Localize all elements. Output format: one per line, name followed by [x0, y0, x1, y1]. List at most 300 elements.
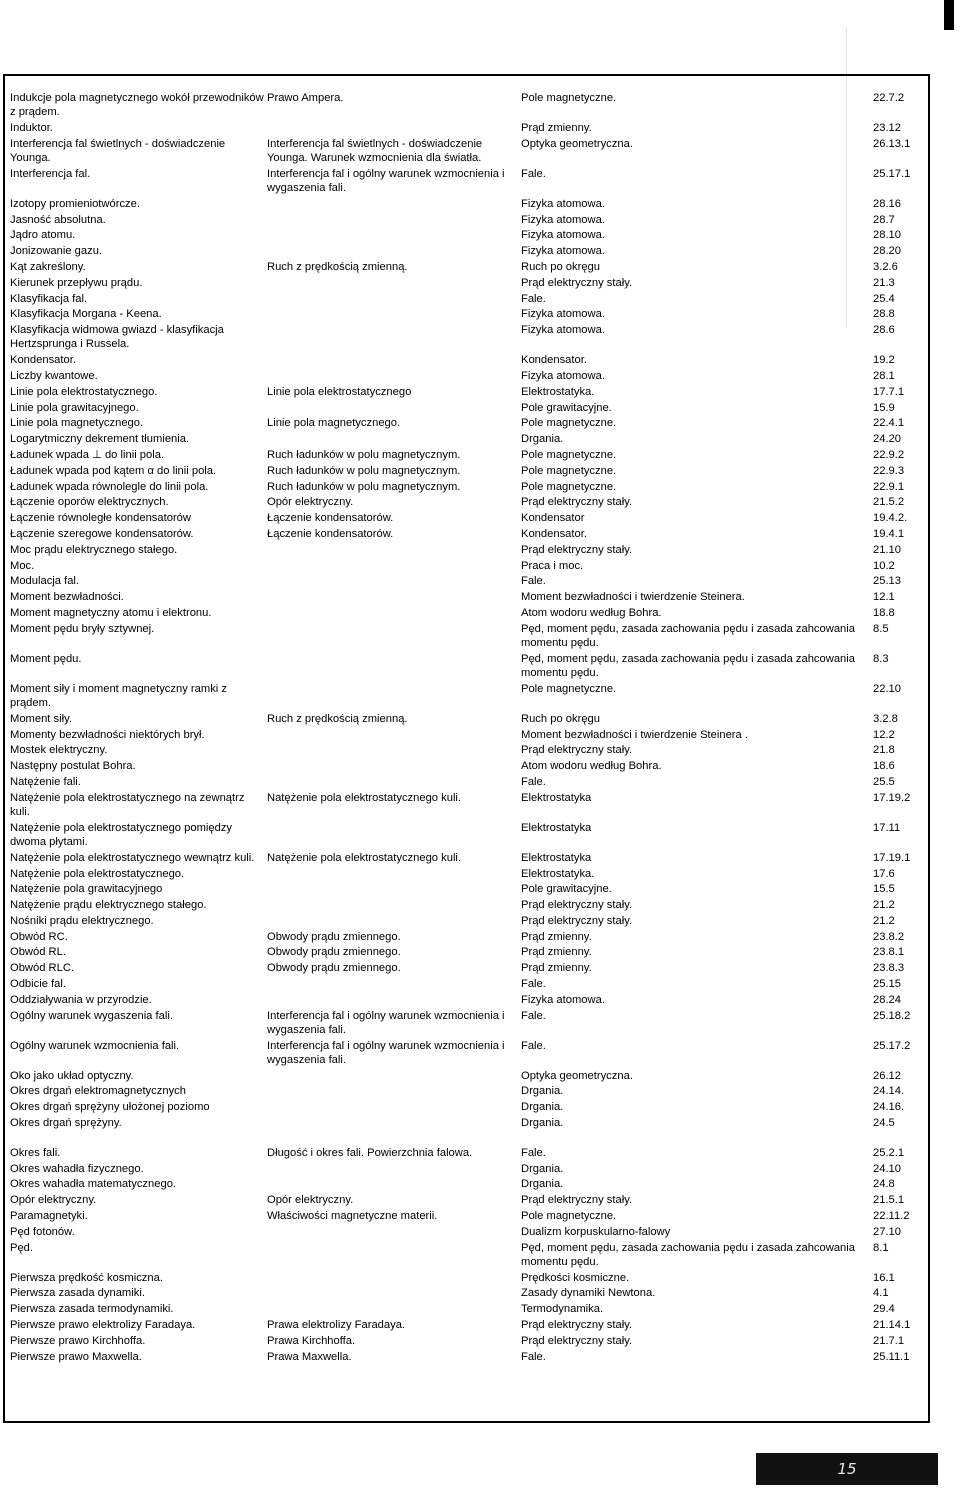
section-number-cell: 23.8.3 — [873, 962, 905, 975]
table-row — [8, 167, 922, 197]
topic-cell: Jasność absolutna. — [10, 213, 106, 226]
chapter-cell: Pole magnetyczne. — [521, 448, 617, 461]
section-number-cell: 3.2.8 — [873, 712, 898, 725]
topic-cell: Induktor. — [10, 122, 53, 134]
chapter-cell: Fale. — [521, 1350, 546, 1363]
section-number-cell: 25.13 — [873, 575, 901, 588]
chapter-cell: Pole magnetyczne. — [521, 464, 617, 477]
related-cell: Ruch ładunków w polu magnetycznym. — [267, 448, 461, 461]
related-cell — [265, 543, 519, 559]
chapter-cell: Drgania. — [521, 1117, 564, 1130]
chapter-cell: Fizyka atomowa. — [521, 213, 605, 226]
section-number-cell: 21.10 — [873, 543, 901, 556]
chapter-cell: Pole magnetyczne. — [521, 1210, 617, 1223]
chapter-cell: Pole magnetyczne. — [521, 682, 617, 695]
table-row — [8, 775, 922, 791]
table-row — [8, 759, 922, 775]
related-cell: Ruch z prędkością zmienną. — [267, 260, 408, 273]
related-cell — [265, 574, 519, 590]
section-number-cell: 4.1 — [873, 1287, 889, 1300]
section-number-cell: 8.1 — [873, 1241, 889, 1254]
table-row — [8, 276, 922, 292]
section-number-cell: 12.1 — [873, 591, 895, 604]
corner-bar — [944, 0, 954, 30]
topic-cell: Okres fali. — [10, 1146, 61, 1159]
table-row — [8, 1193, 922, 1209]
table-row — [8, 728, 922, 744]
section-number-cell: 10.2 — [873, 559, 895, 572]
chapter-cell: Elektrostatyka — [521, 791, 592, 804]
section-number-cell: 22.9.1 — [873, 480, 905, 493]
chapter-cell: Prąd elektryczny stały. — [521, 543, 633, 556]
chapter-cell: Pęd, moment pędu, zasada zachowania pędu i zasada zahcowania momentu pędu. — [521, 1241, 855, 1268]
chapter-cell: Pole magnetyczne. — [521, 417, 617, 430]
chapter-cell: Pole grawitacyjne. — [521, 883, 612, 896]
topic-cell: Opór elektryczny. — [10, 1194, 97, 1207]
topic-cell: Mostek elektryczny. — [10, 744, 108, 757]
related-cell: Łączenie kondensatorów. — [267, 512, 394, 525]
table-row — [8, 712, 922, 728]
topic-cell: Moment pędu. — [10, 652, 82, 665]
related-cell — [265, 759, 519, 775]
chapter-cell: Fale. — [521, 1146, 546, 1159]
section-number-cell: 21.14.1 — [873, 1319, 911, 1332]
spacer-row — [8, 1132, 922, 1146]
related-cell — [265, 559, 519, 575]
chapter-cell: Prędkości kosmiczne. — [521, 1271, 630, 1284]
related-cell — [265, 821, 519, 851]
related-cell: Ruch ładunków w polu magnetycznym. — [267, 480, 461, 493]
topic-cell: Pierwsza prędkość kosmiczna. — [10, 1271, 163, 1284]
table-row — [8, 945, 922, 961]
section-number-cell: 23.8.2 — [873, 930, 905, 943]
chapter-cell: Fizyka atomowa. — [521, 308, 605, 321]
chapter-cell: Atom wodoru według Bohra. — [521, 760, 662, 773]
topic-cell: Łączenie oporów elektrycznych. — [10, 496, 169, 509]
section-number-cell: 21.2 — [873, 899, 895, 912]
topic-cell: Kierunek przepływu prądu. — [10, 276, 143, 289]
related-cell — [265, 1302, 519, 1318]
table-row — [8, 244, 922, 260]
topic-cell: Nośniki prądu elektrycznego. — [10, 914, 154, 927]
table-row — [8, 1116, 922, 1132]
chapter-cell: Drgania. — [521, 1178, 564, 1191]
chapter-cell: Ruch po okręgu — [521, 712, 600, 725]
table-row — [8, 743, 922, 759]
related-cell: Opór elektryczny. — [267, 1194, 354, 1207]
chapter-cell: Moment bezwładności i twierdzenie Steinera . — [521, 728, 748, 741]
section-number-cell: 21.3 — [873, 276, 895, 289]
related-cell — [265, 121, 519, 137]
topic-cell: Pęd fotonów. — [10, 1225, 75, 1238]
related-cell — [265, 590, 519, 606]
related-cell — [265, 292, 519, 308]
topic-cell: Pęd. — [10, 1241, 34, 1254]
chapter-cell: Fizyka atomowa. — [521, 369, 605, 382]
chapter-cell: Elektrostatyka. — [521, 867, 595, 880]
table-row — [8, 791, 922, 821]
topic-cell: Moment bezwładności. — [10, 591, 124, 604]
table-row — [8, 228, 922, 244]
chapter-cell: Praca i moc. — [521, 559, 584, 572]
related-cell — [265, 652, 519, 682]
topic-cell: Momenty bezwładności niektórych brył. — [10, 728, 205, 741]
related-cell — [265, 244, 519, 260]
topic-cell: Moment siły i moment magnetyczny ramki z prądem. — [10, 682, 227, 709]
topic-cell: Pierwsza zasada termodynamiki. — [10, 1303, 174, 1316]
table-row — [8, 1146, 922, 1162]
table-row — [8, 543, 922, 559]
section-number-cell: 23.8.1 — [873, 946, 905, 959]
section-number-cell: 8.5 — [873, 622, 889, 635]
section-number-cell: 24.8 — [873, 1178, 895, 1191]
topic-cell: Obwód RC. — [10, 930, 68, 943]
section-number-cell: 25.17.2 — [873, 1039, 911, 1052]
table-row — [8, 590, 922, 606]
related-cell: Obwody prądu zmiennego. — [267, 962, 401, 975]
table-row — [8, 977, 922, 993]
chapter-cell: Kondensator. — [521, 354, 587, 367]
table-row — [8, 480, 922, 496]
table-row — [8, 385, 922, 401]
section-number-cell: 8.3 — [873, 652, 889, 665]
chapter-cell: Pęd, moment pędu, zasada zachowania pędu i zasada zahcowania momentu pędu. — [521, 652, 855, 679]
topic-cell: Linie pola grawitacyjnego. — [10, 401, 139, 414]
topic-cell: Obwód RLC. — [10, 962, 75, 975]
related-cell: Prawa Maxwella. — [267, 1350, 352, 1363]
related-cell — [265, 1241, 519, 1271]
table-row — [8, 821, 922, 851]
topic-cell: Jądro atomu. — [10, 229, 76, 242]
related-cell: Natężenie pola elektrostatycznego kuli. — [267, 851, 462, 864]
topic-cell: Ogólny warunek wygaszenia fali. — [10, 1009, 173, 1022]
table-row — [8, 464, 922, 480]
table-row — [8, 307, 922, 323]
related-cell — [265, 622, 519, 652]
related-cell: Linie pola magnetycznego. — [267, 417, 401, 430]
related-cell — [265, 228, 519, 244]
topic-cell: Pierwsze prawo Kirchhoffa. — [10, 1334, 146, 1347]
section-number-cell: 25.2.1 — [873, 1146, 905, 1159]
section-number-cell: 22.9.2 — [873, 448, 905, 461]
section-number-cell: 18.6 — [873, 760, 895, 773]
topic-cell: Klasyfikacja widmowa gwiazd - klasyfikacja Hertzsprunga i Russela. — [10, 324, 224, 351]
related-cell: Prawa elektrolizy Faradaya. — [267, 1319, 406, 1332]
table-row — [8, 416, 922, 432]
chapter-cell: Moment bezwładności i twierdzenie Steinera. — [521, 591, 745, 604]
topic-cell: Odbicie fal. — [10, 978, 66, 991]
topic-cell: Kondensator. — [10, 354, 76, 367]
section-number-cell: 25.18.2 — [873, 1009, 911, 1022]
related-cell: Interferencja fal i ogólny warunek wzmocnienia i wygaszenia fali. — [267, 167, 505, 194]
section-number-cell: 26.13.1 — [873, 137, 911, 150]
chapter-cell: Elektrostatyka — [521, 821, 592, 834]
topic-cell: Natężenie pola elektrostatycznego. — [10, 867, 185, 880]
table-row — [8, 898, 922, 914]
table-row — [8, 1350, 922, 1366]
section-number-cell: 22.11.2 — [873, 1210, 910, 1223]
section-number-cell: 28.16 — [873, 197, 901, 210]
chapter-cell: Fizyka atomowa. — [521, 229, 605, 242]
topic-cell: Linie pola elektrostatycznego. — [10, 385, 158, 398]
table-row — [8, 213, 922, 229]
table-row — [8, 961, 922, 977]
topic-cell: Obwód RL. — [10, 946, 66, 959]
table-row — [8, 527, 922, 543]
related-cell — [265, 867, 519, 883]
topic-cell: Klasyfikacja fal. — [10, 292, 88, 305]
related-cell: Interferencja fal i ogólny warunek wzmocnienia i wygaszenia fali. — [267, 1009, 505, 1036]
related-cell — [265, 197, 519, 213]
table-row — [8, 369, 922, 385]
topic-cell: Łączenie szeregowe kondensatorów. — [10, 527, 194, 540]
related-cell — [265, 432, 519, 448]
chapter-cell: Elektrostatyka — [521, 851, 592, 864]
table-row — [8, 495, 922, 511]
topic-cell: Okres wahadła fizycznego. — [10, 1162, 144, 1175]
chapter-cell: Prąd zmienny. — [521, 930, 592, 943]
section-number-cell: 17.19.1 — [873, 851, 911, 864]
topic-cell: Pierwsze prawo Maxwella. — [10, 1350, 142, 1363]
section-number-cell: 28.1 — [873, 369, 895, 382]
section-number-cell: 25.11.1 — [873, 1350, 910, 1363]
topic-cell: Moc. — [10, 559, 35, 572]
table-row — [8, 993, 922, 1009]
related-cell — [265, 606, 519, 622]
topic-cell: Pierwsza zasada dynamiki. — [10, 1287, 145, 1300]
section-number-cell: 24.20 — [873, 433, 901, 446]
related-cell: Interferencja fal i ogólny warunek wzmocnienia i wygaszenia fali. — [267, 1039, 505, 1066]
related-cell — [265, 775, 519, 791]
topic-cell: Natężenie prądu elektrycznego stałego. — [10, 899, 207, 912]
related-cell — [265, 213, 519, 229]
table-row — [8, 1286, 922, 1302]
chapter-cell: Fizyka atomowa. — [521, 993, 605, 1006]
section-number-cell: 29.4 — [873, 1303, 895, 1316]
related-cell: Długość i okres fali. Powierzchnia falowa. — [267, 1146, 473, 1159]
related-cell: Interferencja fal świetlnych - doświadczenie Younga. Warunek wzmocnienia dla światła. — [267, 137, 483, 164]
related-cell: Ruch ładunków w polu magnetycznym. — [267, 464, 461, 477]
topic-cell: Oddziaływania w przyrodzie. — [10, 993, 152, 1006]
related-cell — [265, 1162, 519, 1178]
chapter-cell: Fizyka atomowa. — [521, 197, 605, 210]
chapter-cell: Drgania. — [521, 433, 564, 446]
section-number-cell: 28.8 — [873, 308, 895, 321]
section-number-cell: 22.7.2 — [873, 92, 905, 104]
section-number-cell: 21.5.1 — [873, 1194, 905, 1207]
topic-cell: Moment pędu bryły sztywnej. — [10, 622, 155, 635]
related-cell — [265, 353, 519, 369]
table-row — [8, 682, 922, 712]
section-number-cell: 15.5 — [873, 883, 895, 896]
chapter-cell: Optyka geometryczna. — [521, 137, 633, 150]
related-cell — [265, 682, 519, 712]
section-number-cell: 17.19.2 — [873, 791, 911, 804]
related-cell: Właściwości magnetyczne materii. — [267, 1210, 438, 1223]
topic-cell: Ładunek wpada ⊥ do linii pola. — [10, 448, 165, 461]
section-number-cell: 21.2 — [873, 914, 895, 927]
chapter-cell: Kondensator. — [521, 527, 587, 540]
section-number-cell: 17.7.1 — [873, 385, 905, 398]
table-row — [8, 882, 922, 898]
related-cell — [265, 1100, 519, 1116]
topic-cell: Pierwsze prawo elektrolizy Faradaya. — [10, 1319, 196, 1332]
chapter-cell: Fizyka atomowa. — [521, 324, 605, 337]
table-row — [8, 914, 922, 930]
table-row — [8, 401, 922, 417]
chapter-cell: Dualizm korpuskularno-falowy — [521, 1225, 671, 1238]
chapter-cell: Drgania. — [521, 1162, 564, 1175]
section-number-cell: 3.2.6 — [873, 260, 898, 273]
table-row — [8, 574, 922, 590]
section-number-cell: 21.7.1 — [873, 1334, 905, 1347]
table-row — [8, 1334, 922, 1350]
chapter-cell: Prąd elektryczny stały. — [521, 899, 633, 912]
topic-cell: Moment siły. — [10, 712, 72, 725]
topic-cell: Klasyfikacja Morgana - Keena. — [10, 308, 162, 321]
chapter-cell: Pęd, moment pędu, zasada zachowania pędu i zasada zahcowania momentu pędu. — [521, 622, 855, 649]
section-number-cell: 26.12 — [873, 1069, 901, 1082]
spacer-cell — [8, 1132, 922, 1146]
section-number-cell: 28.7 — [873, 213, 895, 226]
related-cell: Prawo Ampera. — [267, 92, 344, 104]
table-row — [8, 91, 922, 121]
related-cell — [265, 307, 519, 323]
related-cell — [265, 1069, 519, 1085]
section-number-cell: 15.9 — [873, 401, 895, 414]
topic-cell: Izotopy promieniotwórcze. — [10, 197, 140, 210]
table-row — [8, 121, 922, 137]
section-number-cell: 17.11 — [873, 821, 901, 834]
table-row — [8, 260, 922, 276]
chapter-cell: Ruch po okręgu — [521, 260, 600, 273]
related-cell: Ruch z prędkością zmienną. — [267, 712, 408, 725]
chapter-cell: Prąd elektryczny stały. — [521, 744, 633, 757]
chapter-cell: Atom wodoru według Bohra. — [521, 606, 662, 619]
table-row — [8, 1225, 922, 1241]
table-row — [8, 432, 922, 448]
related-cell — [265, 1177, 519, 1193]
topic-cell: Modulacja fal. — [10, 575, 80, 588]
section-number-cell: 25.4 — [873, 292, 895, 305]
topic-cell: Ładunek wpada pod kątem α do linii pola. — [10, 464, 217, 477]
section-number-cell: 25.5 — [873, 775, 895, 788]
topic-cell: Okres drgań sprężyny. — [10, 1117, 122, 1130]
related-cell — [265, 369, 519, 385]
table-row — [8, 1100, 922, 1116]
section-number-cell: 22.9.3 — [873, 464, 905, 477]
chapter-cell: Fale. — [521, 978, 546, 991]
related-cell — [265, 401, 519, 417]
table-row — [8, 652, 922, 682]
table-row — [8, 559, 922, 575]
section-number-cell: 19.4.1 — [873, 527, 905, 540]
topic-cell: Logarytmiczny dekrement tłumienia. — [10, 433, 190, 446]
related-cell — [265, 743, 519, 759]
topic-cell: Natężenie pola grawitacyjnego — [10, 883, 163, 896]
section-number-cell: 24.14. — [873, 1085, 905, 1098]
topic-cell: Natężenie pola elektrostatycznego pomiędzy dwoma płytami. — [10, 821, 233, 848]
chapter-cell: Drgania. — [521, 1085, 564, 1098]
table-row — [8, 1009, 922, 1039]
section-number-cell: 16.1 — [873, 1271, 895, 1284]
table-row — [8, 930, 922, 946]
section-number-cell: 24.16. — [873, 1101, 905, 1114]
table-row — [8, 1039, 922, 1069]
section-number-cell: 12.2 — [873, 728, 895, 741]
topic-cell: Paramagnetyki. — [10, 1210, 88, 1223]
related-cell — [265, 993, 519, 1009]
related-cell — [265, 977, 519, 993]
related-cell — [265, 276, 519, 292]
topic-cell: Linie pola magnetycznego. — [10, 417, 144, 430]
topic-cell: Następny postulat Bohra. — [10, 760, 136, 773]
table-row — [8, 1177, 922, 1193]
chapter-cell: Fale. — [521, 1009, 546, 1022]
chapter-cell: Prąd zmienny. — [521, 946, 592, 959]
section-number-cell: 24.5 — [873, 1117, 895, 1130]
topic-cell: Indukcje pola magnetycznego wokół przewodników z prądem. — [10, 92, 264, 119]
table-row — [8, 137, 922, 167]
section-number-cell: 22.10 — [873, 682, 901, 695]
topic-cell: Okres drgań elektromagnetycznych — [10, 1085, 186, 1098]
chapter-cell: Elektrostatyka. — [521, 385, 595, 398]
table-row — [8, 1271, 922, 1287]
section-number-cell: 28.10 — [873, 229, 901, 242]
chapter-cell: Fale. — [521, 575, 546, 588]
table-row — [8, 867, 922, 883]
topic-cell: Jonizowanie gazu. — [10, 245, 103, 258]
related-cell — [265, 1225, 519, 1241]
chapter-cell: Fale. — [521, 775, 546, 788]
page-number-badge — [756, 1453, 938, 1485]
section-number-cell: 28.6 — [873, 324, 895, 337]
topic-cell: Liczby kwantowe. — [10, 369, 98, 382]
chapter-cell: Prąd elektryczny stały. — [521, 496, 633, 509]
related-cell — [265, 914, 519, 930]
section-number-cell: 28.20 — [873, 245, 901, 258]
chapter-cell: Fale. — [521, 1039, 546, 1052]
section-number-cell: 21.8 — [873, 744, 895, 757]
section-number-cell: 25.17.1 — [873, 167, 911, 180]
table-row — [8, 1209, 922, 1225]
table-row — [8, 292, 922, 308]
related-cell — [265, 728, 519, 744]
related-cell — [265, 1271, 519, 1287]
section-number-cell: 17.6 — [873, 867, 895, 880]
related-cell: Obwody prądu zmiennego. — [267, 930, 401, 943]
table-row — [8, 1241, 922, 1271]
chapter-cell: Pole magnetyczne. — [521, 92, 617, 104]
topic-cell: Łączenie równoległe kondensatorów — [10, 512, 191, 525]
chapter-cell: Prąd elektryczny stały. — [521, 276, 633, 289]
topic-cell: Ogólny warunek wzmocnienia fali. — [10, 1039, 180, 1052]
section-number-cell: 23.12 — [873, 122, 901, 134]
section-number-cell: 28.24 — [873, 993, 901, 1006]
section-number-cell: 21.5.2 — [873, 496, 905, 509]
topic-cell: Okres drgań sprężyny ułożonej poziomo — [10, 1101, 210, 1114]
related-cell: Linie pola elektrostatycznego — [267, 385, 412, 398]
chapter-cell: Kondensator — [521, 512, 585, 525]
section-number-cell: 25.15 — [873, 978, 901, 991]
related-cell — [265, 1084, 519, 1100]
topic-cell: Moc prądu elektrycznego stałego. — [10, 543, 178, 556]
topic-cell: Okres wahadła matematycznego. — [10, 1178, 177, 1191]
related-cell — [265, 898, 519, 914]
section-number-cell: 18.8 — [873, 606, 895, 619]
table-row — [8, 353, 922, 369]
table-row — [8, 511, 922, 527]
